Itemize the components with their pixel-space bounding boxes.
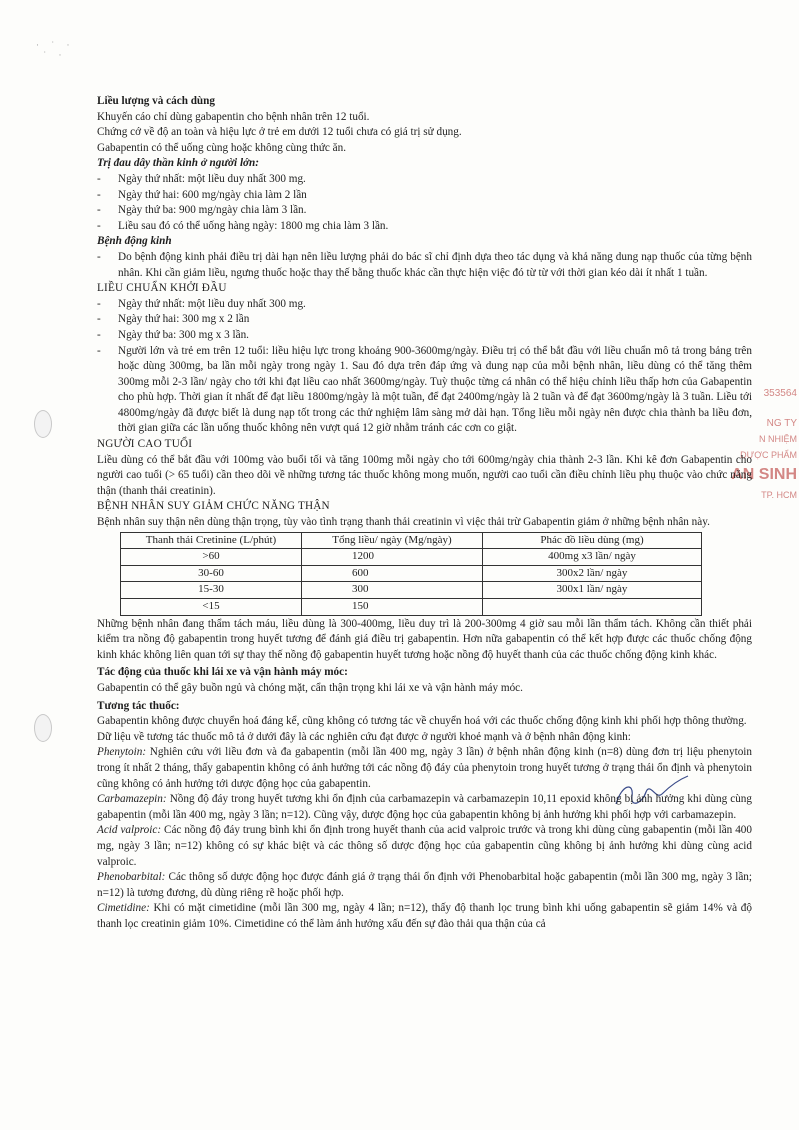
list-item: - Ngày thứ hai: 300 mg x 2 lần [97, 313, 250, 326]
table-header: Thanh thải Cretinine (L/phút) [121, 532, 302, 549]
stamp-line: TP. HCM [761, 490, 797, 500]
list-item: - Ngày thứ nhất: một liều duy nhất 300 mg. [97, 172, 306, 185]
interaction-paragraph: Acid valproic: Các nồng độ đáy trung bình khi ổn định trong huyết thanh của acid valproic trước và trong khi dùng cùng gabapentin (mỗi lần 400 mg, ngày 3 lần; n=12) không có sự khác biệt và các thông số dược động học của gabapentin cũng không bị ảnh hưởng khi dùng cùng acid valproic. [97, 824, 752, 868]
drug-name: Phenytoin: [97, 746, 147, 759]
stamp-line: AN SINH [731, 466, 797, 483]
table-header-row [121, 532, 702, 549]
table-row [121, 599, 702, 616]
caps-heading: BỆNH NHÂN SUY GIẢM CHỨC NĂNG THẬN [97, 500, 330, 513]
scan-specks: · ˙ · ˙ · [36, 40, 75, 60]
table-row [121, 549, 702, 566]
paragraph: Khuyến cáo chỉ dùng gabapentin cho bệnh nhân trên 12 tuổi. [97, 110, 370, 123]
paragraph: Liều dùng có thể bắt đầu với 100mg vào buổi tối và tăng 100mg mỗi ngày cho tới 600mg/ngày chia thành 2-3 lần. Khi kê đơn Gabapentin cho người cao tuổi (> 65 tuổi) cần theo dõi về những tương tác thuốc không mong muốn, người cao tuổi cần điều chỉnh liều phụ thuộc vào chức năng thận (thanh thải creatinin). [97, 453, 752, 497]
table-cell: 300 [302, 582, 483, 599]
paragraph: Gabapentin không được chuyển hoá đáng kể, cũng không có tương tác về chuyển hoá với các thuốc chống động kinh khi phối hợp thông thường. [97, 715, 747, 728]
table-cell: 400mg x3 lần/ ngày [483, 549, 702, 566]
table-cell: 15-30 [121, 582, 302, 599]
caps-heading: LIỀU CHUẨN KHỞI ĐẦU [97, 282, 227, 295]
drug-name: Carbamazepin: [97, 793, 167, 806]
list-item: - Ngày thứ hai: 600 mg/ngày chia làm 2 lần [97, 188, 307, 201]
list-item: - Ngày thứ ba: 300 mg x 3 lần. [97, 328, 249, 341]
section-heading: Tác động của thuốc khi lái xe và vận hành máy móc: [97, 666, 348, 679]
paragraph: Gabapentin có thể uống cùng hoặc không cùng thức ăn. [97, 141, 347, 154]
renal-dose-table [120, 532, 702, 616]
interaction-paragraph: Cimetidine: Khi có mặt cimetidine (mỗi lần 300 mg, ngày 4 lần; n=12), thấy độ thanh lọc trung bình khi uống gabapentin sẽ giảm 14% và độ thanh lọc creatinin giảm 10%. Cimetidine có thể làm ảnh hưởng xấu đến sự đào thải qua thận của cả [97, 902, 752, 930]
stamp-line: 353564 [763, 388, 797, 399]
section-heading: Liều lượng và cách dùng [97, 95, 215, 107]
table-row [121, 582, 702, 599]
list-item: - Do bệnh động kinh phải điều trị dài hạn nên liều lượng phải do bác sĩ chỉ định dựa theo tác dụng và khả năng dung nạp thuốc của từng bệnh nhân. Khi cần giảm liều, ngưng thuốc hoặc thay thế bằng thuốc khác cần thực hiện việc đó từ từ với thời gian kéo dài ít nhất 1 tuần. [97, 250, 752, 279]
section-heading: Tương tác thuốc: [97, 699, 180, 712]
table-cell [483, 599, 702, 616]
drug-name: Acid valproic: [97, 824, 162, 837]
drug-name: Phenobarbital: [97, 871, 166, 884]
subheading: Bệnh động kinh [97, 235, 172, 248]
table-cell: 30-60 [121, 565, 302, 582]
drug-name: Cimetidine: [97, 902, 150, 915]
caps-heading: NGƯỜI CAO TUỔI [97, 438, 193, 451]
list-item: - Người lớn và trẻ em trên 12 tuổi: liều hiệu lực trong khoảng 900-3600mg/ngày. Điều trị có thể bắt đầu với liều chuẩn mô tả trong bảng trên hoặc dùng 300mg, ba lần mỗi ngày trong ngày 1. Sau đó dựa trên đáp ứng và dung nạp của mỗi bệnh nhân, liều dùng có thể tăng thêm 300mg mỗi 2-3 lần/ ngày cho tới khi đạt liều cao nhất 3600mg/ngày. Tuỳ thuộc từng cá nhân có thể hiệu chỉnh liều thấp hơn của Gabapentin cho phù hợp. Thời gian ít nhất để đạt liều 1800mg/ngày là một tuần, để đạt 2400mg/ngày là 2 tuần và để đạt 3600mg/ngày là 3 tuần. Liều tới 4800mg/ngày đã được biết là dung nạp tốt trong các thử nghiệm lâm sàng mở dài hạn. Tổng liều mỗi ngày nên được chia thành ba liều đơn, thời gian giữa các lần uống thuốc không nên vượt quá 12 giờ nhằm tránh các cơn co giật. [97, 344, 752, 435]
table-cell: >60 [121, 549, 302, 566]
table-cell: <15 [121, 599, 302, 616]
subheading: Trị đau dây thần kinh ở người lớn: [97, 157, 260, 170]
paragraph: Chứng cớ về độ an toàn và hiệu lực ở trẻ em dưới 12 tuổi chưa có giá trị sử dụng. [97, 126, 462, 139]
paragraph: Bệnh nhân suy thận nên dùng thận trọng, tùy vào tình trạng thanh thải creatinin vì việc thải trừ Gabapentin giảm ở những bệnh nhân này. [97, 516, 710, 529]
stamp-line: NG TY [766, 418, 797, 429]
paragraph: Gabapentin có thể gây buồn ngủ và chóng mặt, cẩn thận trọng khi lái xe và vận hành máy móc. [97, 681, 523, 694]
stamp-line: N NHIỆM [759, 434, 797, 444]
list-item: - Ngày thứ ba: 900 mg/ngày chia làm 3 lần. [97, 204, 307, 217]
document-page [97, 94, 752, 932]
table-cell: 1200 [302, 549, 483, 566]
table-cell: 300x1 lần/ ngày [483, 582, 702, 599]
table-header: Tổng liều/ ngày (Mg/ngày) [302, 532, 483, 549]
paragraph: Dữ liệu về tương tác thuốc mô tả ở dưới đây là các nghiên cứu đạt được ở người khoẻ mạnh và ở bệnh nhân động kinh: [97, 730, 631, 743]
punch-hole-top [34, 410, 52, 438]
interaction-paragraph: Phenytoin: Nghiên cứu với liều đơn và đa gabapentin (mỗi lần 400 mg, ngày 3 lần) ở bệnh nhân động kinh (n=8) dùng đơn trị liệu phenytoin trong ít nhất 2 tháng, thấy gabapentin không có ảnh hưởng tới các nồng độ đáy của phenytoin trong huyết tương ở trạng thái ổn định và phenytoin cũng không có ảnh hưởng tới dược động học của gabapentin. [97, 746, 752, 790]
table-header: Phác đồ liều dùng (mg) [483, 532, 702, 549]
interaction-paragraph: Phenobarbital: Các thông số dược động học được đánh giá ở trạng thái ổn định với Phenobarbital hoặc gabapentin (mỗi lần 300 mg, ngày 3 lần; n=12) là tương đương, dù dùng riêng rẽ hoặc phối hợp. [97, 871, 752, 899]
paragraph: Những bệnh nhân đang thẩm tách máu, liều dùng là 300-400mg, liều duy trì là 200-300mg 4 giờ sau mỗi lần thẩm tách. Không cần thiết phải kiểm tra nồng độ gabapentin trong huyết tương để đánh giá điều trị gabapentin. Hơn nữa gabapentin có thể kết hợp được các thuốc chống động kinh khác không liên quan tới sự thay thế nồng độ gabapentin huyết tương hoặc nồng độ huyết thanh của các thuốc chống động kinh khác. [97, 617, 752, 661]
table-cell: 600 [302, 565, 483, 582]
table-row [121, 565, 702, 582]
stamp-line: DƯỢC PHẨM [740, 450, 797, 460]
interaction-paragraph: Carbamazepin: Nồng độ đáy trong huyết tương khi ổn định của carbamazepin và carbamazepin 10,11 epoxid không bị ảnh hưởng khi dùng cùng gabapentin (mỗi lần 400 mg, ngày 3 lần; n=12). Cũng vậy, dược động học của gabapentin không bị ảnh hưởng khi phối hợp với carbamazepin. [97, 793, 752, 821]
list-item: - Ngày thứ nhất: một liều duy nhất 300 mg. [97, 297, 306, 310]
punch-hole-bottom [34, 714, 52, 742]
table-cell: 150 [302, 599, 483, 616]
list-item: - Liều sau đó có thể uống hàng ngày: 1800 mg chia làm 3 lần. [97, 219, 389, 232]
table-cell: 300x2 lần/ ngày [483, 565, 702, 582]
